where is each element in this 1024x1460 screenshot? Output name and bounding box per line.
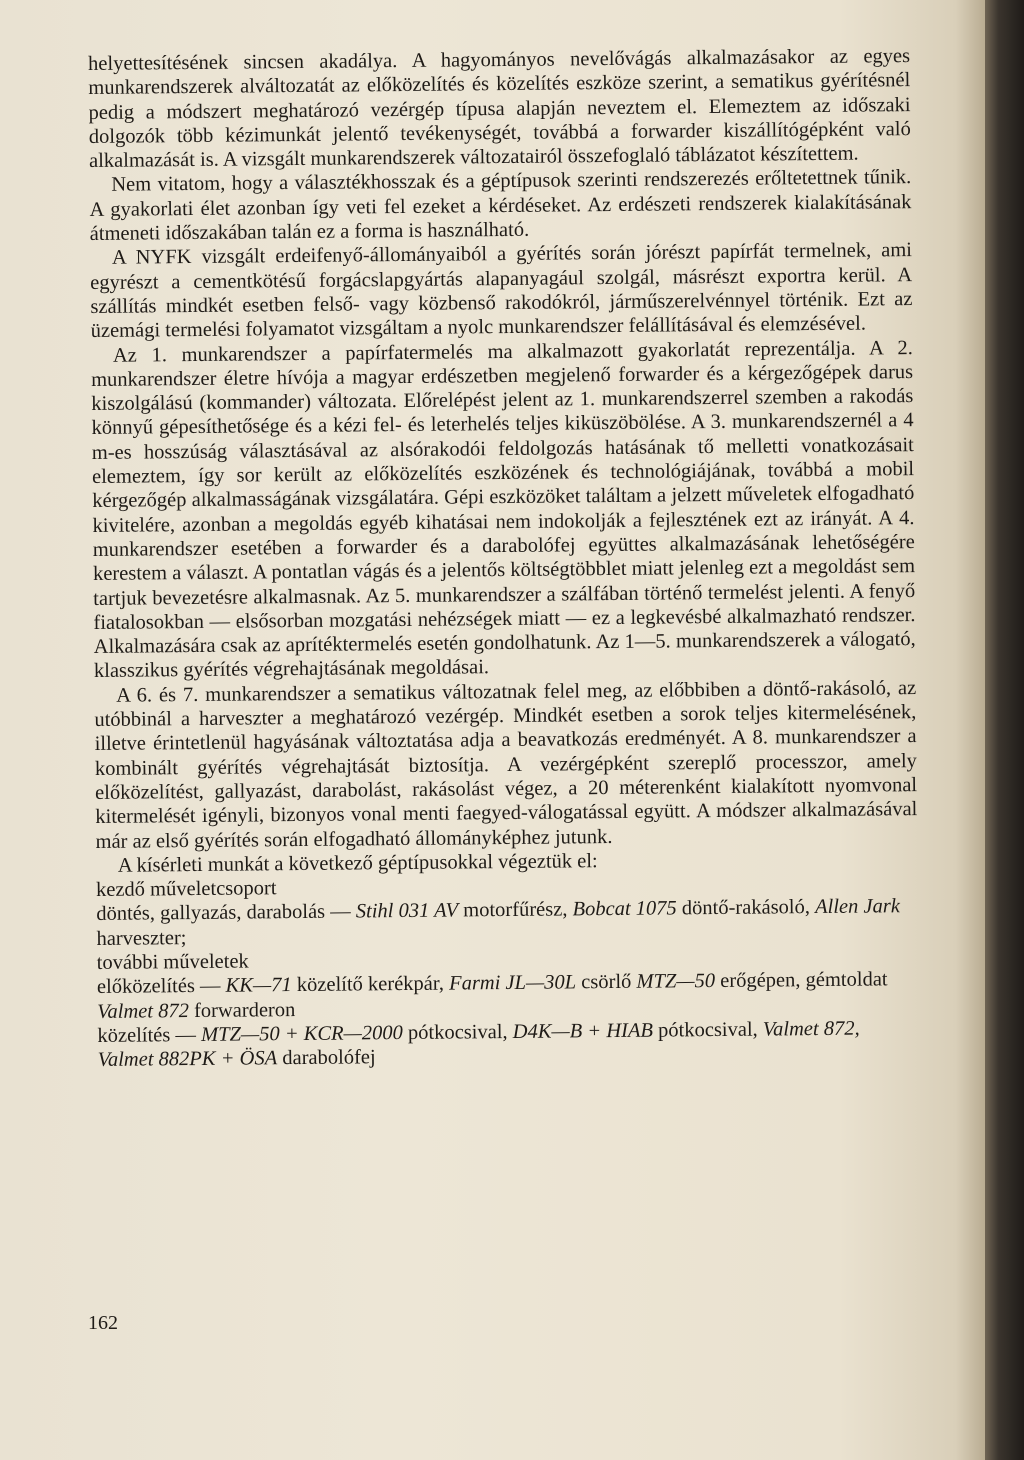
paragraph-4: Az 1. munkarendszer a papírfatermelés ma alkalmazott gyakorlatát reprezentálja. A 2. munkarendszer életre hívója a magyar erdészetben megjelenő forwarder és a kérgezőgépek darus kiszolgálású (kommander) változata. Előrelépést jelent az 1. munkarendszerrel szemben a rakodás könnyű gépesíthetősége és a kézi fel- és leterhelés teljes kiküszöbölése. A 3. munkarendszernél a 4 m-es hosszúság választásával az alsórakodói feldolgozás hatásának tő melletti vonatkozásait elemeztem, így sor került az előközelítés eszközének és technológiájának, továbbá a mobil kérgezőgép alkalmasságának vizsgálatára. Gépi eszközöket találtam a jelzett műveletek elfogadható kivitelére, azonban a megoldás egyéb kihatásai nem indokolják a fejlesztének ezt az irányát. A 4. munkarendszer esetében a forwarder és a darabolófej együttes alkalmazásának lehetőségére kerestem a választ. A pontatlan vágás és a jelentős költségtöbblet miatt jelenleg ezt a megoldást sem tartjuk bevezetésre alkalmasnak. Az 5. munkarendszer a szálfában történő termelést jelenti. A fenyő fiatalosokban — elsősorban mozgatási nehézségek miatt — ez a legkevésbé alkalmazható rendszer. Alkalmazására csak az aprítéktermelés esetén gondolhatunk. Az 1—5. munkarendszerek a válogató, klasszikus gyérítés végrehajtásának megoldásai. <box>91 336 916 683</box>
feller-model: Bobcat 1075 <box>572 897 677 921</box>
page-number: 162 <box>88 1312 118 1334</box>
page-edge-shadow <box>985 0 1024 1460</box>
equipment-heading-initial: kezdő műveletcsoport <box>95 877 277 902</box>
equipment-item-hauling: közelítés — MTZ—50 + KCR—2000 pótkocsival, D4K—B + HIAB pótkocsival, Valmet 872, Valmet 882PK + ÖSA darabolófej <box>97 1017 860 1072</box>
paragraph-2: Nem vitatom, hogy a választékhosszak és a géptípusok szerinti rendszerezés erőltetettnek tűnik. A gyakorlati élet azonban így veti fel ezeket a kérdéseket. Az erdészeti rendszerek kialakításának átmeneti időszakában talán ez a forma is használható. <box>89 166 912 246</box>
equipment-heading-further: további műveletek <box>96 950 249 974</box>
paragraph-5: A 6. és 7. munkarendszer a sematikus változatnak felel meg, az előbbiben a döntő-rakásoló, az utóbbinál a harveszter a meghatározó vezérgép. Mindkét esetben a sorok teljes kitermelésének, illetve érintetlenül hagyásának változtatása adja a beavatkozás eredményét. A 8. munkarendszer a kombinált gyérítés végrehajtását biztosítja. A vezérgépként szereplő processzor, amely előközelítést, gallyazást, darabolást, rakásolást végez, a 20 méterenként kialakított nyomvonal kitermelését igényli, bizonyos vonal menti faegyed-válogatással együtt. A módszer alkalmazásával már az első gyérítés során elfogadható állományképhez jutunk. <box>94 676 918 853</box>
saw-model: Stihl 031 AV <box>355 899 459 923</box>
paragraph-6: A kísérleti munkát a következő géptípusokkal végeztük el: <box>117 849 598 877</box>
equipment-item-prehauling: előközelítés — KK—71 közelítő kerékpár, Farmi JL—30L csörlő MTZ—50 erőgépen, gémtoldat Valmet 872 forwarderon <box>96 968 888 1023</box>
body-text <box>88 44 920 1072</box>
paragraph-1: helyettesítésének sincsen akadálya. A hagyományos nevelővágás alkalmazásakor az egyes munkarendszerek alváltozatát az előközelítés és közelítés eszköze szerint, a sematikus gyérítésnél pedig a módszert meghatározó vezérgép típusa alapján neveztem el. Elemeztem az időszaki dolgozók több kézimunkát jelentő tevékenységét, továbbá a forwarder kiszállítógépként való alkalmazását is. A vizsgált munkarendszerek változatairól összefoglaló táblázatot készítettem. <box>88 45 911 173</box>
equipment-item-felling: döntés, gallyazás, darabolás — Stihl 031 AV motorfűrész, Bobcat 1075 döntő-rakásoló, Allen Jark harveszter; <box>96 895 901 950</box>
paragraph-3: A NYFK vizsgált erdeifenyő-állományaiból a gyérítés során jórészt papírfát termelnek, ami egyrészt a cementkötésű forgácslapgyártás alapanyagául szolgál, másrészt exportra kerül. A szállítás mindkét esetben felső- vagy közbenső rakodókról, járműszerelvénnyel történik. Ezt az üzemági termelési folyamatot vizsgáltam a nyolc munkarendszer felállításával és elemzésével. <box>90 239 913 343</box>
harvester-model: Allen Jark <box>814 895 901 919</box>
